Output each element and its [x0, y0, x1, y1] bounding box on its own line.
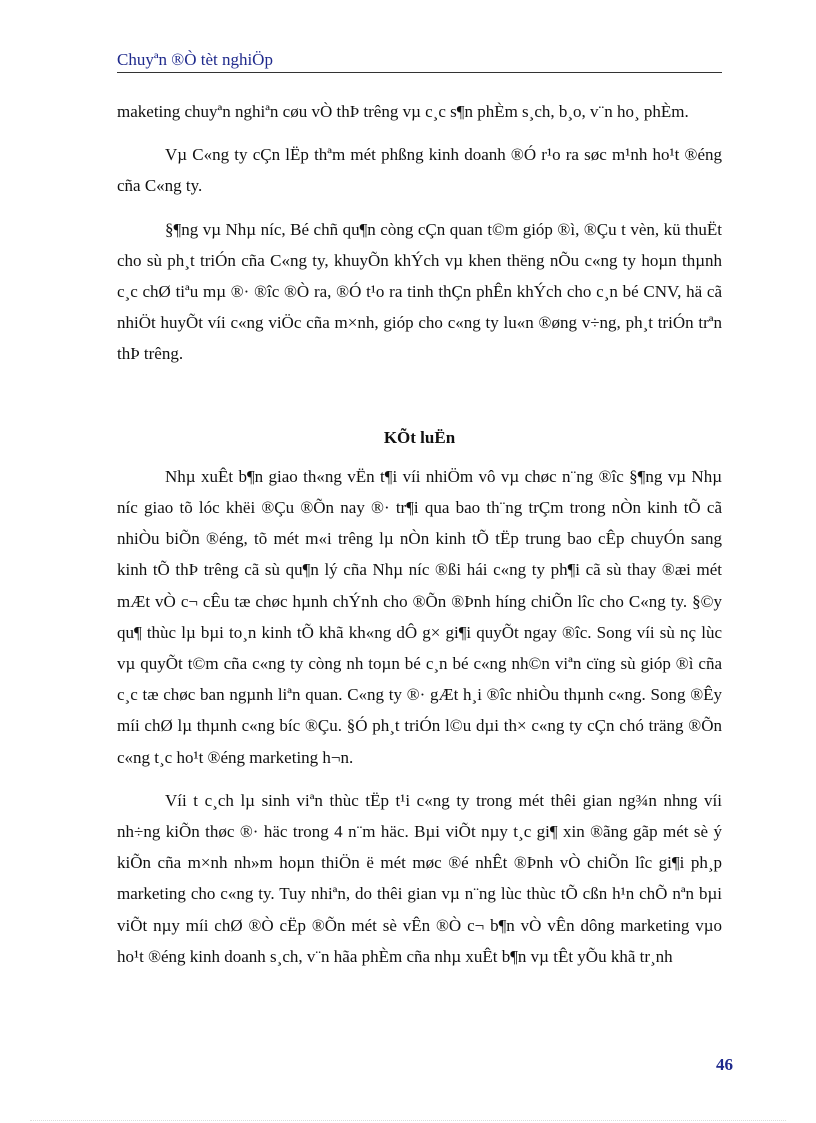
page-number: 46 — [716, 1055, 733, 1074]
page-header — [117, 48, 722, 73]
document-body — [117, 96, 722, 984]
paragraph: Nhµ xuÊt b¶n giao th«ng vËn t¶i víi nhiÖm vô vµ chøc n¨ng ®îc §¶ng vµ Nhµ níc giao tõ lóc khëi ®Çu ®Õn nay ®· tr¶i qua bao th¨ng trÇm trong nÒn kinh tÕ cã nhiÒu biÕn ®éng, tõ mét m«i trêng lµ nÒn kinh tÕ tËp trung bao cÊp chuyÓn sang kinh tÕ thÞ trêng cã sù qu¶n lý cña Nhµ níc ®ßi hái c«ng ty ph¶i cã sù thay ®æi mét mÆt vÒ c¬ cÊu tæ chøc hµnh chÝnh cho ®Õn ®Þnh híng chiÕn lîc cho C«ng ty. §©y qu¶ thùc lµ bµi to¸n kinh tÕ khã kh«ng dÔ g× gi¶i quyÕt ngay ®îc. Song víi sù nç lùc vµ quyÕt t©m cña c«ng ty còng nh toµn bé c¸n bé c«ng nh©n viªn cïng sù gióp ®ì cña c¸c tæ chøc ban ngµnh liªn quan. C«ng ty ®· gÆt h¸i ®îc nhiÒu thµnh c«ng. Song ®Êy míi chØ lµ thµnh c«ng bíc ®Çu. §Ó ph¸t triÓn l©u dµi th× c«ng ty cÇn chó träng ®Õn c«ng t¸c ho¹t ®éng marketing h¬n. — [117, 466, 722, 767]
section-heading: KÕt luËn — [383, 427, 456, 447]
paragraph: maketing chuyªn nghiªn cøu vÒ thÞ trêng vµ c¸c s¶n phÈm s¸ch, b¸o, v¨n ho¸ phÈm. — [117, 102, 689, 121]
header-title: Chuyªn ®Ò tèt nghiÖp — [117, 50, 273, 69]
paragraph: Víi t c¸ch lµ sinh viªn thùc tËp t¹i c«ng ty trong mét thêi gian ng¾n nhng víi nh÷ng kiÕn thøc ®· häc trong 4 n¨m häc. Bµi viÕt nµy t¸c gi¶ xin ®ãng gãp mét sè ý kiÕn cña m×nh nh»m hoµn thiÖn ë mét møc ®é nhÊt ®Þnh vÒ chiÕn lîc gi¶i ph¸p marketing cho c«ng ty. Tuy nhiªn, do thêi gian vµ n¨ng lùc thùc tÕ cßn h¹n chÕ nªn bµi viÕt nµy míi chØ ®Ò cËp ®Õn mét sè vÊn ®Ò c¬ b¶n vÒ vÊn dông marketing vµo ho¹t ®éng kinh doanh s¸ch, v¨n hãa phÈm cña nhµ xuÊt b¶n vµ tÊt yÕu khã tr¸nh — [117, 790, 722, 966]
paragraph: §¶ng vµ Nhµ níc, Bé chñ qu¶n còng cÇn quan t©m gióp ®ì, ®Çu t vèn, kü thuËt cho sù ph¸t triÓn cña C«ng ty, khuyÕn khÝch vµ khen thëng nÕu c«ng ty hoµn thµnh c¸c chØ tiªu mµ ®· ®îc ®Ò ra, ®Ó t¹o ra tinh thÇn phÊn khÝch cho c¸n bé CNV, hä cã nhiÖt huyÕt víi c«ng viÖc cña m×nh, gióp cho c«ng ty lu«n ®øng v÷ng, ph¸t triÓn trªn thÞ trêng. — [117, 219, 722, 364]
paragraph: Vµ C«ng ty cÇn lËp thªm mét phßng kinh doanh ®Ó r¹o ra søc m¹nh ho¹t ®éng cña C«ng ty. — [117, 145, 722, 196]
footer-divider — [30, 1120, 786, 1121]
